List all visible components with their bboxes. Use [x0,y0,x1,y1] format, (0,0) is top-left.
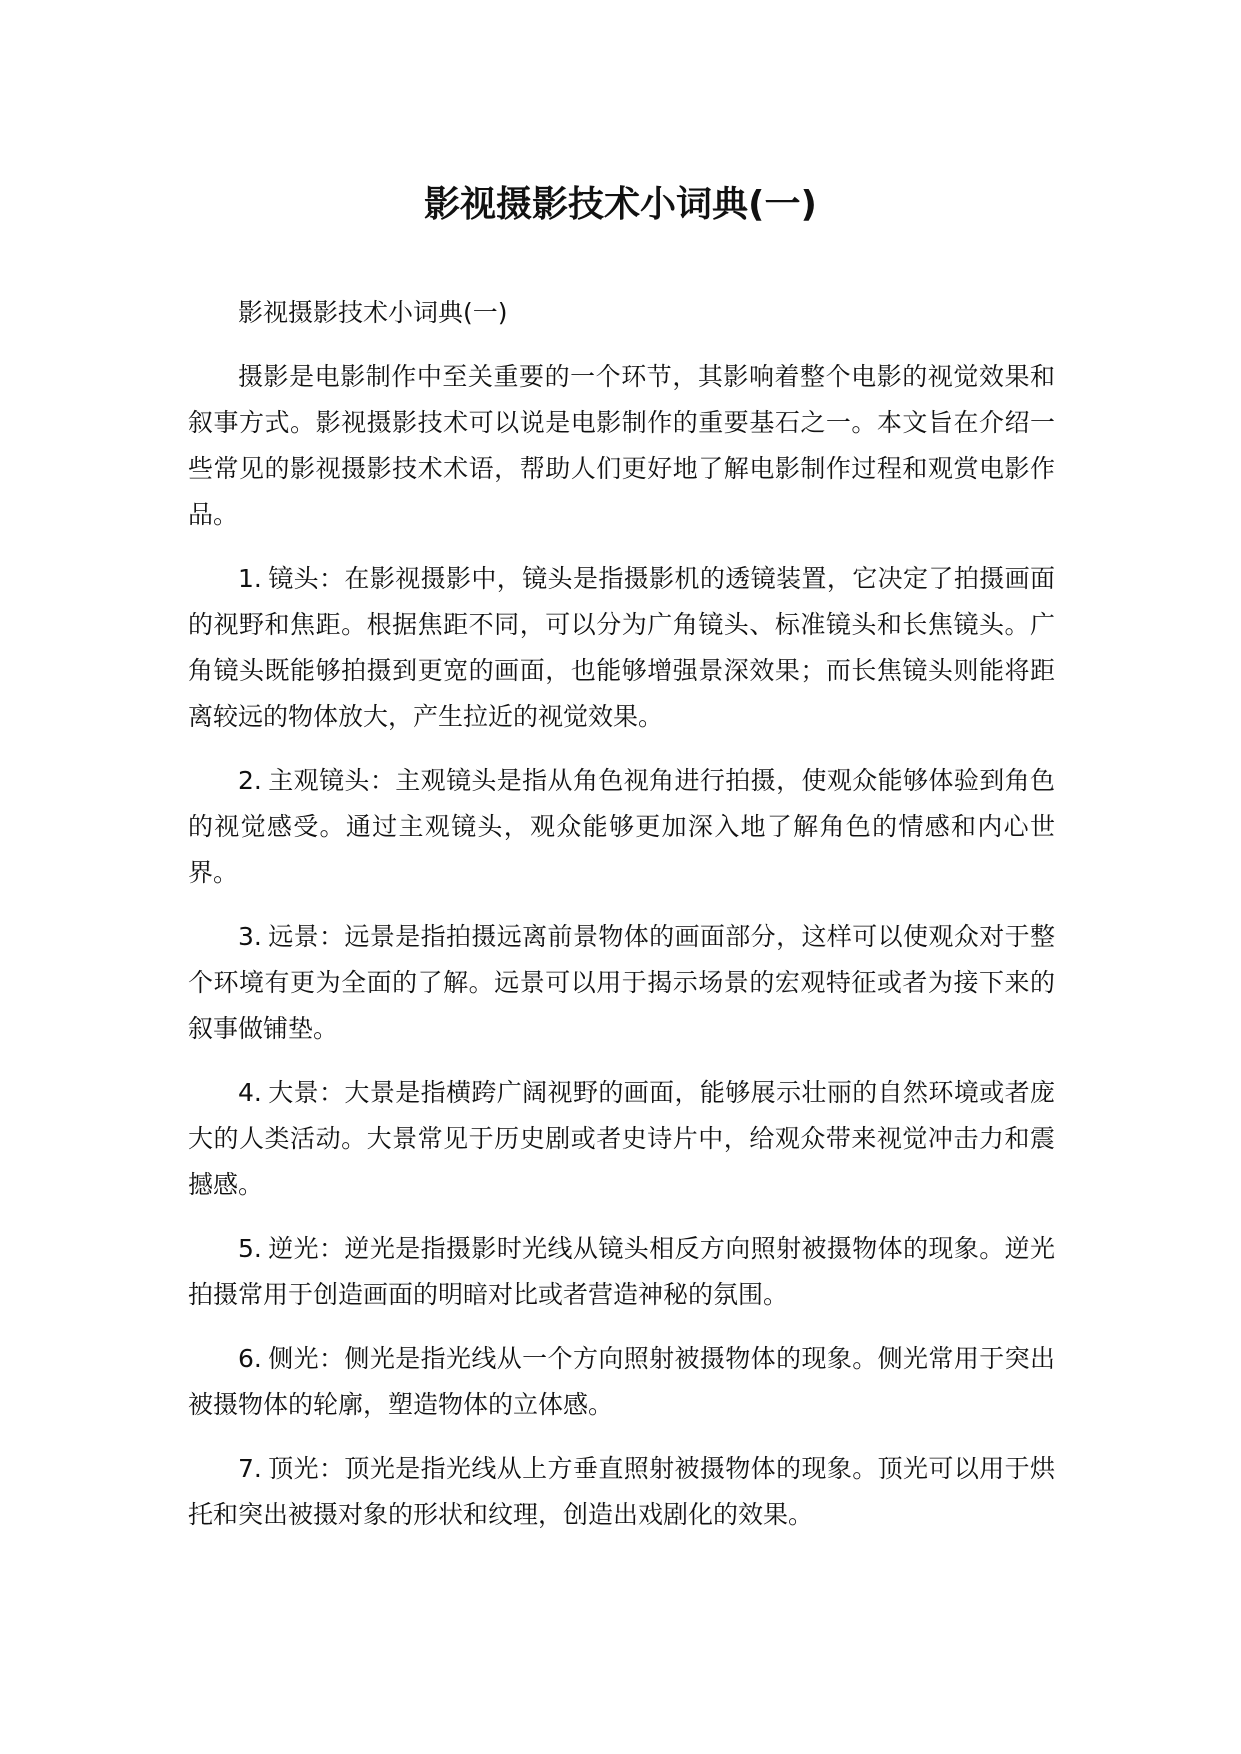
entry-number: 5. [238,1234,262,1263]
entry-number: 2. [238,766,262,795]
entry-number: 7. [238,1454,262,1483]
entry-text: 逆光：逆光是指摄影时光线从镜头相反方向照射被摄物体的现象。逆光拍摄常用于创造画面的明暗对比或者营造神秘的氛围。 [188,1234,1055,1309]
entry-number: 3. [238,922,262,951]
entry-text: 侧光：侧光是指光线从一个方向照射被摄物体的现象。侧光常用于突出被摄物体的轮廓，塑造物体的立体感。 [188,1344,1055,1419]
entry-text: 主观镜头：主观镜头是指从角色视角进行拍摄，使观众能够体验到角色的视觉感受。通过主观镜头，观众能够更加深入地了解角色的情感和内心世界。 [188,766,1055,887]
entry-text: 镜头：在影视摄影中，镜头是指摄影机的透镜装置，它决定了拍摄画面的视野和焦距。根据焦距不同，可以分为广角镜头、标准镜头和长焦镜头。广角镜头既能够拍摄到更宽的画面，也能够增强景深效果；而长焦镜头则能将距离较远的物体放大，产生拉近的视觉效果。 [188,564,1055,731]
document-body [188,290,1055,1556]
entry-paragraph [188,914,1055,1052]
entry-text: 大景：大景是指横跨广阔视野的画面，能够展示壮丽的自然环境或者庞大的人类活动。大景常见于历史剧或者史诗片中，给观众带来视觉冲击力和震撼感。 [188,1078,1055,1199]
entry-paragraph [188,1446,1055,1538]
entry-paragraph [188,556,1055,740]
entry-number: 6. [238,1344,262,1373]
entry-number: 1. [238,564,262,593]
intro-paragraph: 摄影是电影制作中至关重要的一个环节，其影响着整个电影的视觉效果和叙事方式。影视摄影技术可以说是电影制作的重要基石之一。本文旨在介绍一些常见的影视摄影技术术语，帮助人们更好地了解电影制作过程和观赏电影作品。 [188,362,1055,529]
entry-text: 顶光：顶光是指光线从上方垂直照射被摄物体的现象。顶光可以用于烘托和突出被摄对象的形状和纹理，创造出戏剧化的效果。 [188,1454,1055,1529]
entry-paragraph [188,1226,1055,1318]
page-title: 影视摄影技术小词典(一) [424,184,817,225]
entry-text: 远景：远景是指拍摄远离前景物体的画面部分，这样可以使观众对于整个环境有更为全面的了解。远景可以用于揭示场景的宏观特征或者为接下来的叙事做铺垫。 [188,922,1055,1043]
entry-paragraph [188,1336,1055,1428]
subtitle-paragraph: 影视摄影技术小词典(一) [238,298,508,327]
entry-paragraph [188,758,1055,896]
entry-number: 4. [238,1078,262,1107]
entry-paragraph [188,1070,1055,1208]
